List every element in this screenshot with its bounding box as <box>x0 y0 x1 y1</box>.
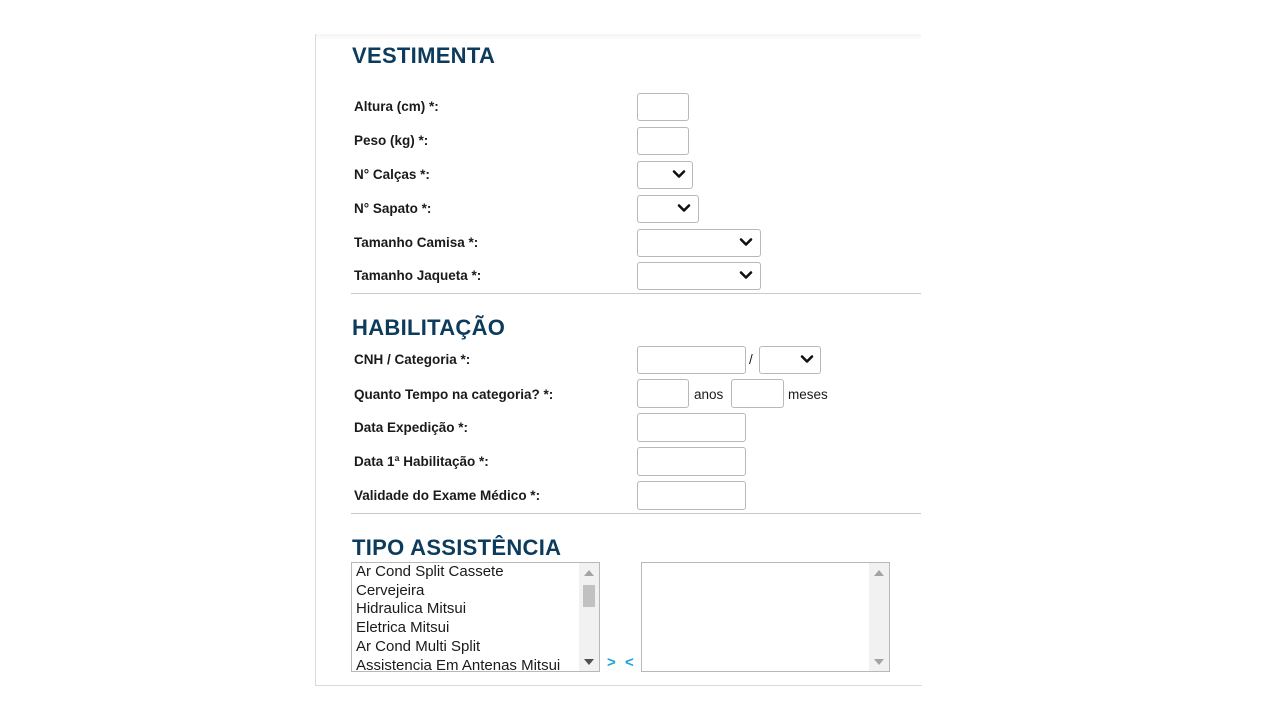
section-divider <box>351 513 921 514</box>
peso-input[interactable] <box>637 127 689 155</box>
chevron-down-icon <box>672 170 686 180</box>
data-primeira-habilitacao-label: Data 1ª Habilitação *: <box>354 454 489 469</box>
available-assistance-listbox[interactable] <box>351 562 600 672</box>
jaqueta-label: Tamanho Jaqueta *: <box>354 268 482 283</box>
section-title-tipo-assistencia: TIPO ASSISTÊNCIA <box>352 535 562 560</box>
list-item[interactable]: Assistencia Em Antenas Mitsui <box>356 656 561 672</box>
section-divider <box>351 293 921 294</box>
peso-label: Peso (kg) *: <box>354 133 429 148</box>
cnh-separator: / <box>749 352 753 367</box>
altura-label: Altura (cm) *: <box>354 99 439 114</box>
data-primeira-habilitacao-input[interactable] <box>637 447 746 476</box>
scroll-up-arrow-icon[interactable] <box>874 570 884 576</box>
sapato-select[interactable] <box>637 195 699 223</box>
remove-selected-button[interactable]: < <box>625 654 634 671</box>
listbox-scrollbar[interactable] <box>869 563 889 671</box>
scroll-down-arrow-icon[interactable] <box>874 659 884 665</box>
list-item[interactable]: Cervejeira <box>356 581 425 599</box>
tempo-categoria-label: Quanto Tempo na categoria? *: <box>354 387 554 402</box>
calcas-select[interactable] <box>637 161 693 189</box>
chevron-down-icon <box>739 271 753 281</box>
panel-top-shade <box>316 34 921 40</box>
anos-text: anos <box>694 387 724 402</box>
anos-input[interactable] <box>637 379 689 408</box>
chevron-down-icon <box>800 355 814 365</box>
list-item[interactable]: Ar Cond Split Cassete <box>356 563 504 580</box>
validade-exame-input[interactable] <box>637 481 746 510</box>
cnh-input[interactable] <box>637 346 746 374</box>
data-expedicao-input[interactable] <box>637 413 746 442</box>
scroll-down-arrow-icon[interactable] <box>584 659 594 665</box>
cnh-label: CNH / Categoria *: <box>354 352 471 367</box>
listbox-scrollbar[interactable] <box>579 563 599 671</box>
calcas-label: N° Calças *: <box>354 167 430 182</box>
list-item[interactable]: Hidraulica Mitsui <box>356 600 467 618</box>
categoria-select[interactable] <box>759 346 821 374</box>
sapato-label: N° Sapato *: <box>354 201 432 216</box>
meses-input[interactable] <box>731 379 784 408</box>
section-title-habilitacao: HABILITAÇÃO <box>352 315 506 340</box>
add-selected-button[interactable]: > <box>607 654 616 671</box>
data-expedicao-label: Data Expedição *: <box>354 420 469 435</box>
chevron-down-icon <box>739 238 753 248</box>
validade-exame-label: Validade do Exame Médico *: <box>354 488 541 503</box>
list-item[interactable]: Ar Cond Multi Split <box>356 637 481 655</box>
scroll-up-arrow-icon[interactable] <box>584 570 594 576</box>
scrollbar-thumb[interactable] <box>583 585 595 607</box>
section-title-vestimenta: VESTIMENTA <box>352 43 496 68</box>
selected-assistance-listbox[interactable] <box>641 562 890 672</box>
camisa-select[interactable] <box>637 229 761 257</box>
list-item[interactable]: Eletrica Mitsui <box>356 619 450 637</box>
meses-text: meses <box>788 387 828 402</box>
jaqueta-select[interactable] <box>637 262 761 290</box>
altura-input[interactable] <box>637 93 689 121</box>
camisa-label: Tamanho Camisa *: <box>354 235 479 250</box>
chevron-down-icon <box>677 204 691 214</box>
